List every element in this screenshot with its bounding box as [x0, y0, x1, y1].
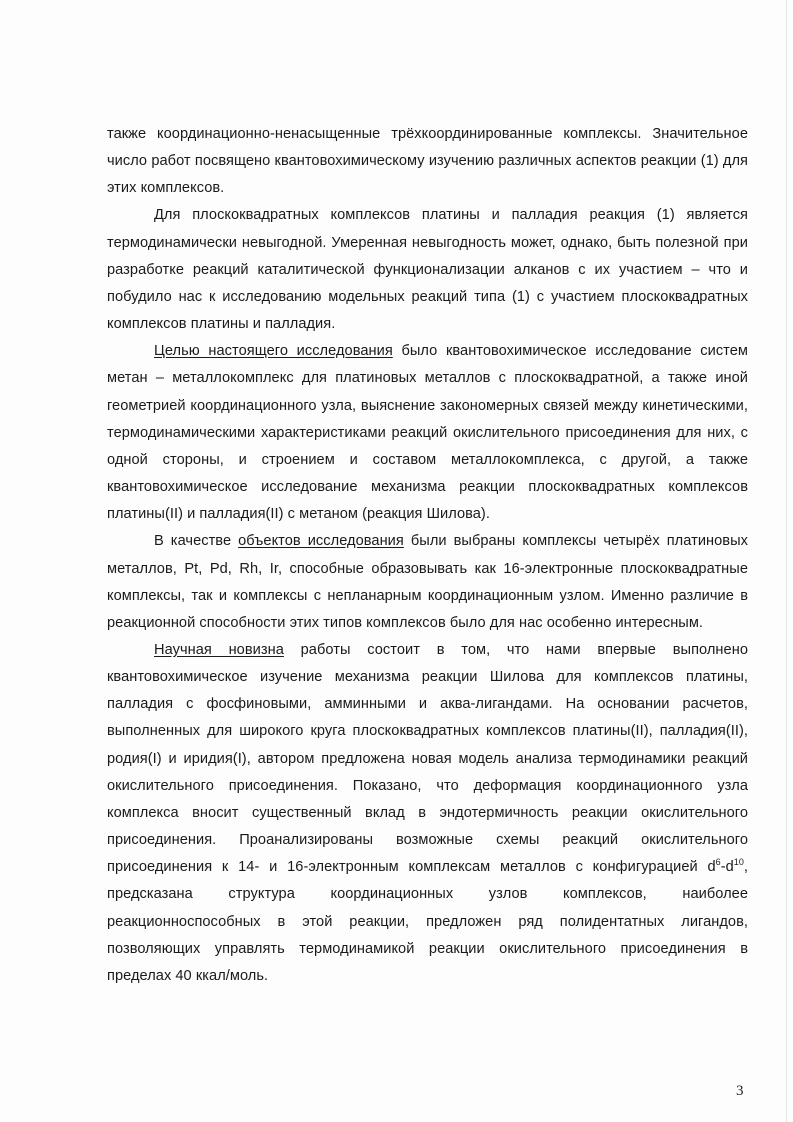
text-segment: были выбраны комплексы четырёх платиновых металлов, Pt, Pd, Rh, Ir, способные образовывать как 16-электронные плоскоквадратные комплексы, так и комплексы с непланарным координационным узлом. Именно различие в реакционной способности этих типов комплексов было для нас особенно интересным. — [107, 533, 748, 631]
text-segment: -d — [720, 859, 734, 876]
body-text — [107, 121, 748, 990]
underlined-heading-phrase: объектов исследования — [238, 533, 404, 550]
paragraph-continuation — [107, 121, 748, 202]
underlined-heading-phrase: Научная новизна — [154, 641, 284, 658]
paragraph-research-goal — [107, 338, 748, 528]
paragraph-research-objects — [107, 528, 748, 637]
text-segment: также координационно-ненасыщенные трёхкоординированные комплексы. Значительное число работ посвящено квантовохимическому изучению различных аспектов реакции (1) для этих комплексов. — [107, 126, 748, 197]
page-number: 3 — [736, 1083, 744, 1099]
superscript: 6 — [715, 857, 721, 868]
paragraph-scientific-novelty — [107, 637, 748, 990]
text-segment: работы состоит в том, что нами впервые выполнено квантовохимическое изучение механизма реакции Шилова для комплексов платины, палладия с фосфиновыми, амминными и аква-лигандами. На основании расчетов, выполненных для широкого круга плоскоквадратных комплексов платины(II), палладия(II), родия(I) и иридия(I), автором предложена новая модель анализа термодинамики реакций окислительного присоединения. Показано, что деформация координационного узла комплекса вносит существенный вклад в эндотермичность реакции окислительного присоединения. Проанализированы возможные схемы реакций окислительного присоединения к 14- и 16-электронным комплексам металлов с конфигурацией d — [107, 641, 748, 876]
text-segment: , предсказана структура координационных узлов комплексов, наиболее реакционноспособных в этой реакции, предложен ряд полидентатных лигандов, позволяющих управлять термодинамикой реакции окислительного присоединения в пределах 40 ккал/моль. — [107, 859, 748, 984]
text-segment: было квантовохимическое исследование систем метан – металлокомплекс для платиновых металлов с плоскоквадратной, а также иной геометрией координационного узла, выяснение закономерных связей между кинетическими, термодинамическими характеристиками реакций окислительного присоединения для них, с одной стороны, и строением и составом металлокомплекса, с другой, а также квантовохимическое исследование механизма реакции плоскоквадратных комплексов платины(II) и палладия(II) с метаном (реакция Шилова). — [107, 343, 748, 523]
text-segment: Для плоскоквадратных комплексов платины и палладия реакция (1) является термодинамически невыгодной. Умеренная невыгодность может, однако, быть полезной при разработке реакций каталитической функционализации алканов с их участием – что и побудило нас к исследованию модельных реакций типа (1) с участием плоскоквадратных комплексов платины и палладия. — [107, 207, 748, 333]
text-segment: В качестве — [154, 533, 239, 550]
superscript: 10 — [733, 857, 744, 868]
scan-edge-shadow — [786, 0, 787, 1122]
underlined-heading-phrase: Целью настоящего исследования — [154, 343, 393, 360]
paragraph-thermodynamics — [107, 202, 748, 338]
